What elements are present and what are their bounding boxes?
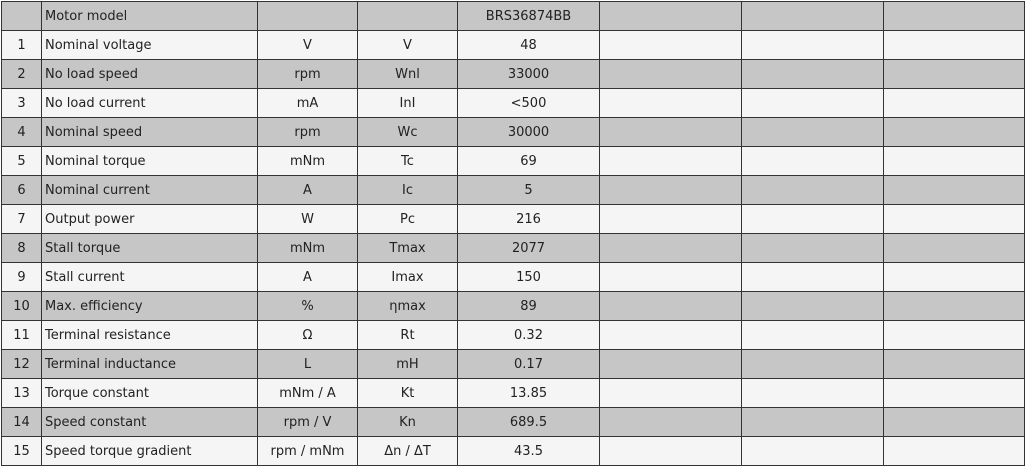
value-cell: 48	[458, 31, 600, 60]
empty-cell	[742, 31, 884, 60]
unit-cell: rpm	[258, 118, 358, 147]
symbol-cell: Pc	[358, 205, 458, 234]
index-cell: 3	[2, 89, 42, 118]
empty-cell	[884, 176, 1025, 205]
value-cell: 89	[458, 292, 600, 321]
empty-cell	[600, 234, 742, 263]
empty-cell	[600, 176, 742, 205]
value-cell: 689.5	[458, 408, 600, 437]
unit-cell: mA	[258, 89, 358, 118]
empty-cell	[600, 205, 742, 234]
value-cell: <500	[458, 89, 600, 118]
empty-cell	[600, 321, 742, 350]
empty-cell	[884, 234, 1025, 263]
empty-cell	[742, 147, 884, 176]
index-cell: 12	[2, 350, 42, 379]
empty-cell	[600, 118, 742, 147]
parameter-cell: Torque constant	[42, 379, 258, 408]
unit-cell: %	[258, 292, 358, 321]
parameter-cell: Speed constant	[42, 408, 258, 437]
empty-cell	[600, 147, 742, 176]
unit-cell: mNm	[258, 147, 358, 176]
symbol-cell: ηmax	[358, 292, 458, 321]
empty-cell	[884, 89, 1025, 118]
value-cell: 0.17	[458, 350, 600, 379]
symbol-cell: Kn	[358, 408, 458, 437]
empty-cell	[884, 292, 1025, 321]
value-cell: 69	[458, 147, 600, 176]
empty-cell	[742, 379, 884, 408]
parameter-cell: Nominal speed	[42, 118, 258, 147]
symbol-cell: Ic	[358, 176, 458, 205]
index-cell: 13	[2, 379, 42, 408]
value-cell: 30000	[458, 118, 600, 147]
symbol-cell: Δn / ΔT	[358, 437, 458, 466]
parameter-cell: Terminal resistance	[42, 321, 258, 350]
empty-cell	[600, 350, 742, 379]
empty-cell	[884, 263, 1025, 292]
index-cell: 5	[2, 147, 42, 176]
unit-cell: V	[258, 31, 358, 60]
symbol-cell: V	[358, 31, 458, 60]
empty-cell	[742, 60, 884, 89]
parameter-cell: Max. efficiency	[42, 292, 258, 321]
empty-cell	[884, 60, 1025, 89]
unit-cell: A	[258, 263, 358, 292]
table-header-row	[2, 2, 1025, 31]
parameter-cell: No load current	[42, 89, 258, 118]
table-row	[2, 437, 1025, 466]
empty-cell	[742, 234, 884, 263]
empty-cell	[884, 408, 1025, 437]
empty-cell	[600, 379, 742, 408]
parameter-cell: Speed torque gradient	[42, 437, 258, 466]
empty-cell	[600, 292, 742, 321]
index-cell: 2	[2, 60, 42, 89]
parameter-cell: Output power	[42, 205, 258, 234]
symbol-cell: Tc	[358, 147, 458, 176]
unit-cell: rpm / mNm	[258, 437, 358, 466]
index-cell: 9	[2, 263, 42, 292]
empty-cell	[600, 437, 742, 466]
empty-cell	[742, 263, 884, 292]
empty-cell	[884, 118, 1025, 147]
empty-cell	[742, 2, 884, 31]
parameter-cell: No load speed	[42, 60, 258, 89]
empty-cell	[742, 118, 884, 147]
index-cell: 11	[2, 321, 42, 350]
table-row	[2, 350, 1025, 379]
index-cell: 1	[2, 31, 42, 60]
value-cell: 5	[458, 176, 600, 205]
unit-cell: W	[258, 205, 358, 234]
table-row	[2, 379, 1025, 408]
index-cell: 8	[2, 234, 42, 263]
index-cell: 14	[2, 408, 42, 437]
empty-cell	[600, 31, 742, 60]
empty-cell	[600, 89, 742, 118]
table-row	[2, 205, 1025, 234]
table-row	[2, 118, 1025, 147]
parameter-cell: Stall torque	[42, 234, 258, 263]
table-row	[2, 31, 1025, 60]
unit-cell: A	[258, 176, 358, 205]
parameter-cell: Motor model	[42, 2, 258, 31]
empty-cell	[600, 60, 742, 89]
table-row	[2, 147, 1025, 176]
symbol-cell: Wnl	[358, 60, 458, 89]
unit-cell: mNm	[258, 234, 358, 263]
value-cell: 33000	[458, 60, 600, 89]
empty-cell	[742, 89, 884, 118]
unit-cell: rpm	[258, 60, 358, 89]
empty-cell	[742, 176, 884, 205]
index-cell	[2, 2, 42, 31]
model-value-cell: BRS36874BB	[458, 2, 600, 31]
parameter-cell: Nominal current	[42, 176, 258, 205]
symbol-cell: Wc	[358, 118, 458, 147]
symbol-cell	[358, 2, 458, 31]
empty-cell	[884, 437, 1025, 466]
motor-spec-table	[1, 1, 1025, 466]
empty-cell	[884, 379, 1025, 408]
empty-cell	[884, 321, 1025, 350]
empty-cell	[600, 408, 742, 437]
symbol-cell: Rt	[358, 321, 458, 350]
unit-cell	[258, 2, 358, 31]
unit-cell: rpm / V	[258, 408, 358, 437]
empty-cell	[742, 350, 884, 379]
parameter-cell: Nominal voltage	[42, 31, 258, 60]
index-cell: 15	[2, 437, 42, 466]
index-cell: 4	[2, 118, 42, 147]
table-row	[2, 234, 1025, 263]
empty-cell	[600, 263, 742, 292]
table-row	[2, 89, 1025, 118]
empty-cell	[884, 31, 1025, 60]
index-cell: 10	[2, 292, 42, 321]
value-cell: 13.85	[458, 379, 600, 408]
parameter-cell: Nominal torque	[42, 147, 258, 176]
value-cell: 216	[458, 205, 600, 234]
parameter-cell: Terminal inductance	[42, 350, 258, 379]
empty-cell	[600, 2, 742, 31]
table-row	[2, 292, 1025, 321]
symbol-cell: Imax	[358, 263, 458, 292]
empty-cell	[742, 408, 884, 437]
empty-cell	[884, 2, 1025, 31]
empty-cell	[742, 321, 884, 350]
empty-cell	[884, 147, 1025, 176]
table-row	[2, 60, 1025, 89]
symbol-cell: Kt	[358, 379, 458, 408]
symbol-cell: InI	[358, 89, 458, 118]
table-row	[2, 408, 1025, 437]
unit-cell: L	[258, 350, 358, 379]
unit-cell: Ω	[258, 321, 358, 350]
symbol-cell: mH	[358, 350, 458, 379]
empty-cell	[742, 205, 884, 234]
table-row	[2, 263, 1025, 292]
value-cell: 43.5	[458, 437, 600, 466]
value-cell: 0.32	[458, 321, 600, 350]
symbol-cell: Tmax	[358, 234, 458, 263]
index-cell: 7	[2, 205, 42, 234]
table-row	[2, 321, 1025, 350]
empty-cell	[884, 205, 1025, 234]
table-row	[2, 176, 1025, 205]
unit-cell: mNm / A	[258, 379, 358, 408]
value-cell: 2077	[458, 234, 600, 263]
empty-cell	[742, 437, 884, 466]
value-cell: 150	[458, 263, 600, 292]
parameter-cell: Stall current	[42, 263, 258, 292]
empty-cell	[884, 350, 1025, 379]
empty-cell	[742, 292, 884, 321]
index-cell: 6	[2, 176, 42, 205]
